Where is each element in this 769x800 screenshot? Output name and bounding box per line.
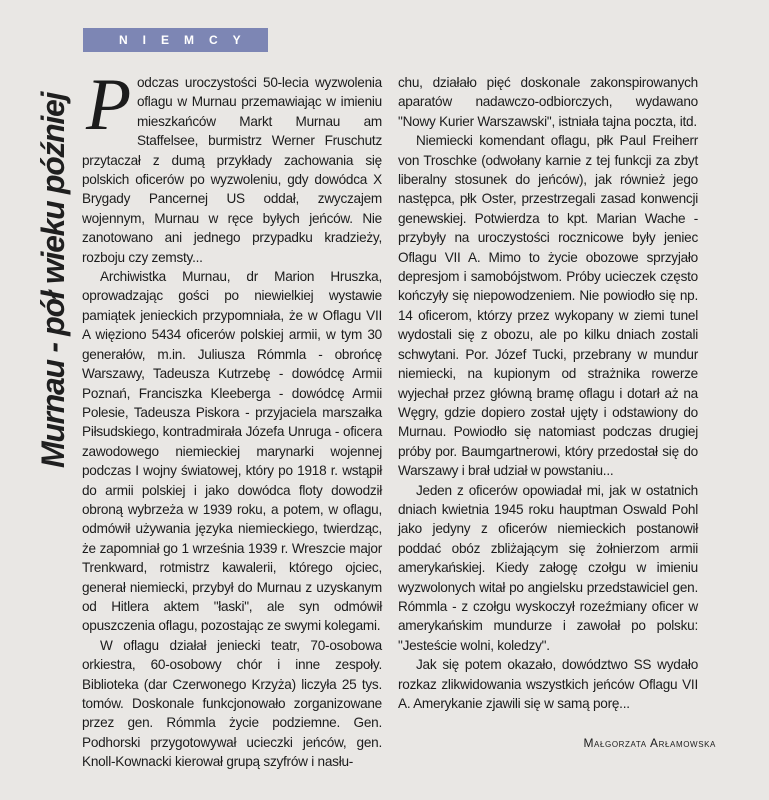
paragraph-1 bbox=[82, 64, 382, 267]
article-column-right bbox=[398, 73, 698, 713]
paragraph-3: W oflagu działał jeniecki teatr, 70-osobowa orkiestra, 60-osobowy chór i inne zespoły. Biblioteka (dar Czerwonego Krzyża) liczyła 25 tys. tomów. Doskonale funkcjonowało zorganizowane przez gen. Rómmla życie podziemne. Gen. Podhorski przygotowywał ucieczki jeńców, gen. Knoll-Kownacki kierował grupą szyfrów i nasłu- bbox=[82, 637, 382, 770]
author-byline: Małgorzata Arłamowska bbox=[583, 736, 716, 750]
paragraph-7: Jak się potem okazało, dowództwo SS wydało rozkaz zlikwidowania wszystkich jeńców Oflagu VII A. Amerykanie zjawili się w samą porę... bbox=[398, 657, 698, 711]
paragraph-4: chu, działało pięć doskonale zakonspirowanych aparatów nadawczo-odbiorczych, wydawano "Nowy Kurier Warszawski", istniała tajna poczta, itd. bbox=[398, 75, 698, 129]
paragraph-2: Archiwistka Murnau, dr Marion Hruszka, oprowadzając gości po niewielkiej wystawie pamiątek jenieckich przypomniała, że w Oflagu VII A więziono 5434 oficerów polskiej armii, w tym 30 generałów, m.in. Juliusza Rómmla - obrońcę Warszawy, Tadeusza Kutrzebę - dowódcę Armii Poznań, Franciszka Kleeberga - dowódcę Armii Polesie, Tadeusza Piskora - przyjaciela marszałka Piłsudskiego, kontradmirała Józefa Unruga - oficera zawodowego niemieckiej marynarki wojennej podczas I wojny światowej, który po 1918 r. wstąpił do armii polskiej i jako dowódca floty dowodził obroną wybrzeża w 1939 roku, a potem, w oflagu, odmówił używania języka niemieckiego, twierdząc, że zapomniał go 1 września 1939 r. Wreszcie major Trenkward, rotmistrz kawalerii, którego ojciec, generał niemiecki, przybył do Murnau z uzyskanym od Hitlera aktem "łaski", ale syn odmówił opuszczenia oflagu, pozostając ze swymi kolegami. bbox=[82, 269, 382, 634]
section-label: NIEMCY bbox=[83, 28, 268, 52]
drop-cap: P bbox=[86, 64, 131, 146]
paragraph-5: Niemiecki komendant oflagu, płk Paul Freiherr von Troschke (odwołany karnie z tej funkcji za zbyt liberalny stosunek do jeńców), jak również jego następca, płk Oster, przestrzegali zasad konwencji genewskiej. Potwierdza to kpt. Marian Wache - przybyły na uroczystości rocznicowe były jeniec Oflagu VII A. Mimo to życie obozowe sprzyjało depresjom i samobójstwom. Próby ucieczek często kończyły się niepowodzeniem. Nie powiodło się np. 14 oficerom, którzy przez wykopany w ziemi tunel wydostali się z obozu, ale po kilku dniach zostali schwytani. Por. Józef Tucki, przebrany w mundur niemiecki, na kupionym od strażnika rowerze wyjechał przez główną bramę oflagu i dotarł aż na Węgry, gdzie dopiero został ujęty i odstawiony do Murnau. Powiodło się natomiast podczas drugiej próby por. Baumgartnerowi, który przedostał się do Warszawy i brał udział w powstaniu... bbox=[398, 133, 698, 479]
paragraph-1-text: odczas uroczystości 50-lecia wyzwolenia oflagu w Murnau przemawiając w imieniu mieszkańców Markt Murnau am Staffelsee, burmistrz Werner Fruschutz przytaczał z dumą przykłady zachowania się polskich oficerów po wyzwoleniu, gdy dowódca X Brygady Pancernej US oddał, zwyczajem wojennym, Murnau w ręce byłych jeńców. Nie zanotowano ani jednego przypadku kradzieży, rozboju czy zemsty... bbox=[82, 75, 382, 265]
article-column-left bbox=[82, 64, 382, 772]
vertical-article-title: Murnau - pół wieku później bbox=[35, 92, 71, 468]
paragraph-6: Jeden z oficerów opowiadał mi, jak w ostatnich dniach kwietnia 1945 roku hauptman Oswald Pohl jako jedyny z oficerów niemieckich postanowił poddać obóz zbliżającym się żołnierzom armii amerykańskiej. Kiedy załogę czołgu w imieniu wyzwolonych witał po angielsku przedstawiciel gen. Rómmla - z czołgu wyskoczył rozeźmiany oficer w amerykańskim mundurze i zawołał po polsku: "Jesteście wolni, koledzy". bbox=[398, 482, 698, 653]
